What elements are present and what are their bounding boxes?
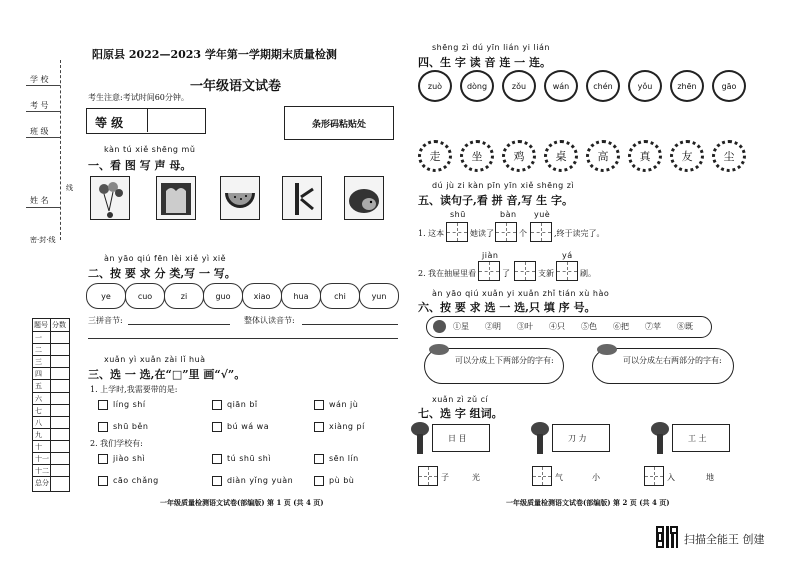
s1-py-shu: shū — [450, 210, 466, 219]
score-row-label: 一 — [35, 334, 42, 342]
word-box — [644, 466, 664, 486]
syllable-cloud: yun — [359, 283, 399, 309]
pinyin-circle: wán — [544, 70, 578, 102]
exam-note: 考生注意:考试时间60分钟。 — [88, 93, 189, 102]
option-checkbox[interactable] — [314, 422, 324, 432]
score-row-label: 十二 — [35, 467, 49, 476]
word-char: 子 — [441, 473, 449, 482]
option-checkbox[interactable] — [98, 454, 108, 464]
tree-sign-chars: 日 目 — [448, 434, 467, 443]
balloons-picture — [90, 176, 130, 220]
sec6-pinyin: àn yāo qiú xuǎn yi xuǎn zhǐ tián xù hào — [432, 289, 610, 298]
tree-sign-chars: 工 土 — [688, 434, 707, 443]
char-option: ⑧既 — [677, 322, 693, 331]
score-row-line — [33, 428, 69, 429]
char-option: ③叶 — [517, 322, 533, 331]
score-row-label: 三 — [35, 358, 42, 367]
leaf-icon — [429, 344, 449, 355]
char-option: ④只 — [549, 322, 565, 331]
score-row-label: 七 — [35, 406, 42, 415]
char-circle: 尘 — [712, 140, 746, 172]
door-picture — [156, 176, 196, 220]
char-circle: 走 — [418, 140, 452, 172]
score-row-line — [33, 452, 69, 453]
sec4-pinyin: shēng zì dú yīn lián yi lián — [432, 43, 550, 52]
score-row-label: 十 — [35, 442, 42, 451]
pinyin-circle: zuò — [418, 70, 452, 102]
char-option: ⑦苹 — [645, 322, 661, 331]
s1-py-yue: yuè — [534, 210, 551, 219]
grade-box — [86, 108, 206, 134]
word-char: 气 — [555, 473, 563, 482]
word-char: 入 — [667, 473, 675, 482]
three-syllable-label: 三拼音节: — [88, 316, 123, 325]
snail-icon — [433, 320, 446, 333]
page2-footer: 一年级质量检测语文试卷(部编版) 第 2 页 (共 4 页) — [506, 498, 670, 507]
option-label: wán jù — [329, 400, 359, 409]
tree-sign-chars: 刀 力 — [568, 434, 587, 443]
score-row-label: 五 — [35, 382, 42, 391]
score-row-line — [33, 416, 69, 417]
seal-line-label: 密·封·线 — [30, 236, 56, 244]
bubble-left-right — [592, 348, 734, 384]
exam-subtitle: 一年级语文试卷 — [190, 79, 282, 94]
option-label: shū běn — [113, 422, 149, 431]
qr-code-icon — [656, 526, 678, 548]
bubble-a-text: 可以分成上下两部分的字有: — [455, 356, 554, 365]
s2-box-ya — [556, 261, 578, 281]
option-checkbox[interactable] — [98, 422, 108, 432]
score-row-line — [33, 367, 69, 368]
sec7-title: 七、选 字 组词。 — [418, 407, 503, 420]
hedgehog-picture — [344, 176, 384, 220]
syllable-cloud: xiao — [242, 283, 282, 309]
s1-part-d: ,终于读完了。 — [554, 229, 605, 238]
line-mark: 线 — [66, 184, 73, 192]
sec2-title: 二、按 要 求 分 类,写 一 写。 — [88, 267, 236, 280]
option-checkbox[interactable] — [314, 400, 324, 410]
score-table — [32, 318, 70, 492]
pinyin-circle: zhēn — [670, 70, 704, 102]
score-row-label: 二 — [35, 346, 42, 355]
option-label: bú wá wa — [227, 422, 270, 431]
option-checkbox[interactable] — [212, 454, 222, 464]
pinyin-circle: gāo — [712, 70, 746, 102]
name-label: 姓 名 — [30, 196, 49, 205]
option-checkbox[interactable] — [212, 476, 222, 486]
s2-py-ya: yá — [562, 251, 573, 260]
option-label: cāo chǎng — [113, 476, 159, 485]
syllable-cloud: hua — [281, 283, 321, 309]
s1-part-a: 1. 这本 — [418, 229, 445, 238]
sec5-title: 五、读句子,看 拼 音,写 生 字。 — [418, 194, 573, 207]
s1-box-shu — [446, 222, 468, 242]
char-circle: 友 — [670, 140, 704, 172]
score-table-header-no: 题号 — [34, 321, 48, 329]
option-checkbox[interactable] — [314, 476, 324, 486]
sec1-pinyin: kàn tú xiě shēng mǔ — [104, 145, 196, 154]
word-box — [418, 466, 438, 486]
page1-footer: 一年级质量检测语文试卷(部编版) 第 1 页 (共 4 页) — [160, 498, 324, 507]
tree-icon — [650, 420, 670, 456]
score-row-line — [33, 331, 69, 332]
q2-text: 2. 我们学校有: — [90, 439, 143, 448]
s2-box-jian — [478, 261, 500, 281]
s1-part-c: 个 — [519, 229, 527, 238]
char-option: ⑤色 — [581, 322, 597, 331]
score-row-line — [33, 343, 69, 344]
char-circle: 鸡 — [502, 140, 536, 172]
bubble-top-bottom — [424, 348, 564, 384]
tree-icon — [530, 420, 550, 456]
binding-margin — [20, 55, 72, 250]
option-label: xiàng pí — [329, 422, 365, 431]
s1-box-ban — [495, 222, 517, 242]
option-checkbox[interactable] — [212, 400, 222, 410]
s2-part-d: 刷。 — [580, 269, 596, 278]
score-row-label: 总分 — [35, 479, 49, 488]
leaf-icon — [597, 344, 617, 355]
s2-part-a: 2. 我在抽屉里看 — [418, 269, 477, 278]
grade-label: 等 级 — [95, 116, 124, 130]
option-checkbox[interactable] — [212, 422, 222, 432]
score-row-line — [33, 379, 69, 380]
pinyin-circle: yǒu — [628, 70, 662, 102]
exam-number-label: 考 号 — [30, 101, 49, 110]
s1-box-yue — [530, 222, 552, 242]
sec4-title: 四、生 字 读 音 连 一 连。 — [418, 56, 551, 69]
scanner-watermark: 扫描全能王 创建 — [684, 533, 765, 546]
sec3-title: 三、选 一 选,在“□”里 画“√”。 — [88, 368, 246, 381]
option-checkbox[interactable] — [98, 400, 108, 410]
option-checkbox[interactable] — [314, 454, 324, 464]
option-label: sēn lín — [329, 454, 359, 463]
option-label: pù bù — [329, 476, 355, 485]
syllable-cloud: guo — [203, 283, 243, 309]
syllable-cloud: chi — [320, 283, 360, 309]
bubble-b-text: 可以分成左右两部分的字有: — [623, 356, 722, 365]
sec6-title: 六、按 要 求 选 一 选,只 填 序 号。 — [418, 301, 596, 314]
score-row-label: 八 — [35, 418, 42, 427]
score-row-label: 六 — [35, 394, 42, 403]
score-table-header-score: 分数 — [52, 321, 66, 329]
char-options-pill — [426, 316, 712, 338]
pinyin-circle: zǒu — [502, 70, 536, 102]
syllable-cloud: ye — [86, 283, 126, 309]
s2-box-mid — [514, 261, 536, 281]
sec2-pinyin: àn yāo qiú fēn lèi xiě yì xiě — [104, 254, 227, 263]
score-row-line — [33, 392, 69, 393]
score-row-label: 十一 — [35, 455, 49, 463]
option-checkbox[interactable] — [98, 476, 108, 486]
score-row-line — [33, 404, 69, 405]
char-circle: 桌 — [544, 140, 578, 172]
sec7-pinyin: xuǎn zì zǔ cí — [432, 395, 489, 404]
score-row-line — [33, 476, 69, 477]
char-option: ⑥把 — [613, 322, 629, 331]
option-label: jiào shì — [113, 454, 146, 463]
s2-part-b: 了 — [502, 269, 510, 278]
exam-title: 阳原县 2022—2023 学年第一学期期末质量检测 — [92, 48, 337, 61]
char-circle: 坐 — [460, 140, 494, 172]
tree-icon — [410, 420, 430, 456]
pinyin-circle: chén — [586, 70, 620, 102]
option-label: diàn yǐng yuàn — [227, 476, 294, 485]
q1-text: 1. 上学时,我需要带的是: — [90, 385, 178, 394]
char-circle: 高 — [586, 140, 620, 172]
score-row-line — [33, 440, 69, 441]
char-circle: 真 — [628, 140, 662, 172]
school-label: 学 校 — [30, 75, 49, 84]
sec3-pinyin: xuǎn yì xuǎn zài lǐ huà — [104, 355, 206, 364]
option-label: líng shí — [113, 400, 146, 409]
syllable-cloud: zi — [164, 283, 204, 309]
score-row-line — [33, 355, 69, 356]
watermelon-picture — [220, 176, 260, 220]
syllable-cloud: cuo — [125, 283, 165, 309]
word-char: 小 — [592, 473, 600, 482]
s2-part-c: 支新 — [538, 269, 554, 278]
barcode-label: 条形码粘贴处 — [311, 119, 366, 130]
whole-syllable-label: 整体认读音节: — [244, 316, 295, 325]
word-box — [532, 466, 552, 486]
stick-picture — [282, 176, 322, 220]
class-label: 班 级 — [30, 127, 49, 136]
score-row-line — [33, 464, 69, 465]
s2-py-jian: jiàn — [482, 251, 499, 260]
s1-py-ban: bàn — [500, 210, 517, 219]
barcode-box — [284, 106, 394, 140]
word-char: 光 — [472, 473, 480, 482]
char-option: ①星 — [453, 322, 469, 331]
char-option: ②明 — [485, 322, 501, 331]
pinyin-circle: dòng — [460, 70, 494, 102]
option-label: qiān bǐ — [227, 400, 258, 409]
sec5-pinyin: dú jù zi kàn pīn yīn xiě shēng zì — [432, 181, 575, 190]
score-row-label: 四 — [35, 370, 42, 379]
option-label: tú shū shì — [227, 454, 272, 463]
s1-part-b: 她读了 — [470, 229, 494, 238]
word-char: 地 — [706, 473, 714, 482]
score-row-label: 九 — [35, 430, 42, 439]
sec1-title: 一、看 图 写 声 母。 — [88, 159, 192, 172]
